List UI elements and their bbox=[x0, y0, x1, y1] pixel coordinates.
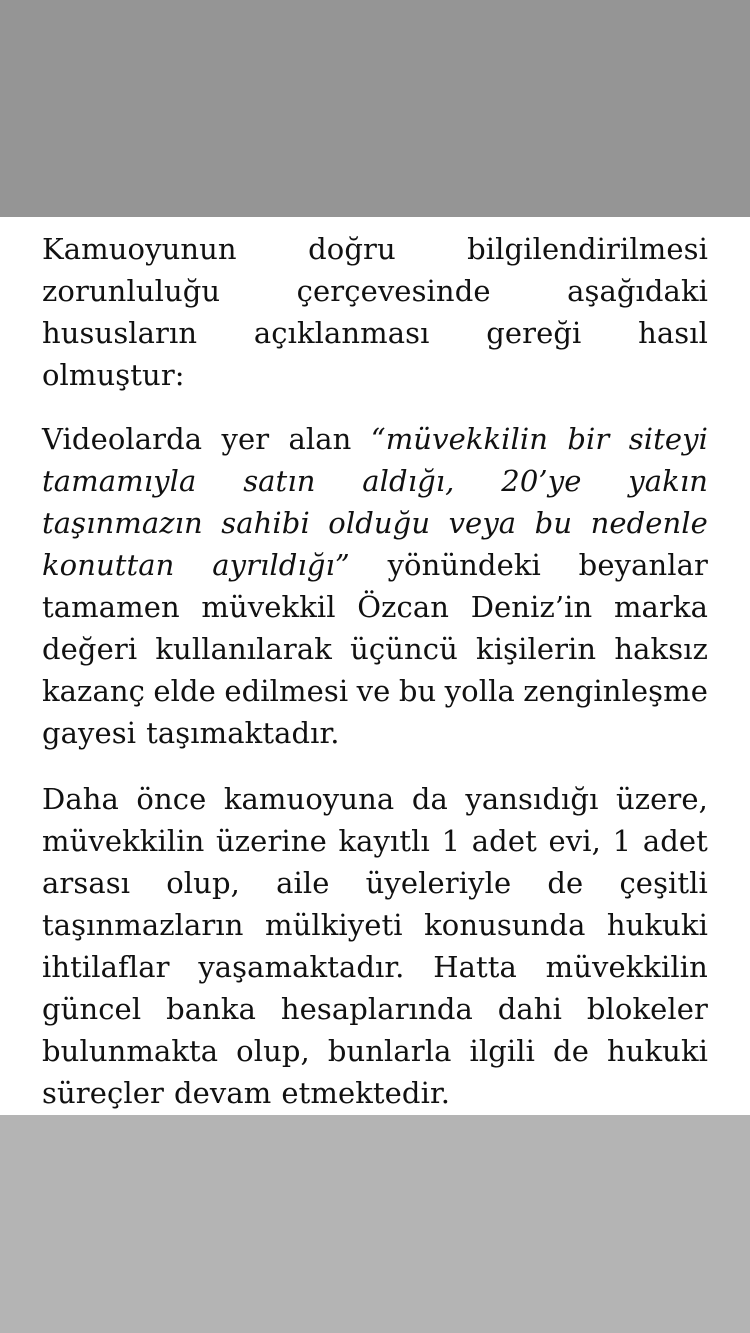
word: Kamuoyunun bbox=[42, 232, 237, 266]
word: Deniz’in bbox=[470, 590, 593, 624]
word: yaşamaktadır. bbox=[198, 950, 405, 984]
text-line bbox=[42, 712, 708, 754]
quoted-word: veya bbox=[448, 506, 517, 540]
word: Videolarda bbox=[42, 422, 203, 456]
word: güncel bbox=[42, 992, 142, 1026]
word: haksız bbox=[614, 632, 708, 666]
quoted-word: “müvekkilin bbox=[370, 422, 549, 456]
text-line-inner bbox=[42, 502, 708, 544]
text-line-inner bbox=[42, 1030, 708, 1072]
quoted-word: aldığı, bbox=[362, 464, 455, 498]
text-line-inner bbox=[42, 988, 708, 1030]
word: yönündeki bbox=[387, 548, 541, 582]
text-line bbox=[42, 418, 708, 460]
word: doğru bbox=[308, 232, 396, 266]
text-line bbox=[42, 820, 708, 862]
text-line-inner bbox=[42, 712, 708, 754]
word: süreçler bbox=[42, 1076, 164, 1110]
word: etmektedir. bbox=[281, 1076, 451, 1110]
word: üçüncü bbox=[350, 632, 458, 666]
word: yolla bbox=[444, 674, 515, 708]
text-line-inner bbox=[42, 946, 708, 988]
word: edilmesi bbox=[224, 674, 349, 708]
word: yer bbox=[221, 422, 270, 456]
paragraph-intro bbox=[42, 228, 708, 396]
word: bilgilendirilmesi bbox=[467, 232, 708, 266]
word: kazanç bbox=[42, 674, 145, 708]
text-line-inner bbox=[42, 586, 708, 628]
word: devam bbox=[173, 1076, 272, 1110]
text-line bbox=[42, 354, 708, 396]
text-line bbox=[42, 460, 708, 502]
word: alan bbox=[288, 422, 352, 456]
word: 1 bbox=[441, 824, 461, 858]
word: Daha bbox=[42, 782, 119, 816]
word: açıklanması bbox=[253, 316, 430, 350]
paragraph-property-status bbox=[42, 778, 708, 1114]
word: bunlarla bbox=[327, 1034, 452, 1068]
quoted-word: ayrıldığı” bbox=[212, 548, 350, 582]
word: zorunluluğu bbox=[42, 274, 221, 308]
text-line-inner bbox=[42, 628, 708, 670]
quoted-word: yakın bbox=[628, 464, 708, 498]
word: dahi bbox=[497, 992, 562, 1026]
word: de bbox=[553, 1034, 589, 1068]
text-line-inner bbox=[42, 312, 708, 354]
word: beyanlar bbox=[578, 548, 708, 582]
text-line bbox=[42, 586, 708, 628]
word: marka bbox=[613, 590, 708, 624]
word: gereği bbox=[486, 316, 582, 350]
text-line bbox=[42, 670, 708, 712]
word: adet bbox=[642, 824, 708, 858]
text-line-inner bbox=[42, 228, 708, 270]
text-line-inner bbox=[42, 1072, 708, 1114]
word: ve bbox=[356, 674, 391, 708]
text-line-inner bbox=[42, 544, 708, 586]
word: da bbox=[411, 782, 448, 816]
word: müvekkilin bbox=[42, 824, 205, 858]
text-line-inner bbox=[42, 418, 708, 460]
word: 1 bbox=[612, 824, 632, 858]
word: evi, bbox=[548, 824, 601, 858]
word: bulunmakta bbox=[42, 1034, 219, 1068]
text-line bbox=[42, 544, 708, 586]
text-line bbox=[42, 628, 708, 670]
text-line bbox=[42, 946, 708, 988]
word: konusunda bbox=[424, 908, 586, 942]
word: üzere, bbox=[615, 782, 708, 816]
text-line-inner bbox=[42, 354, 708, 396]
word: değeri bbox=[42, 632, 138, 666]
word: bu bbox=[398, 674, 437, 708]
word: de bbox=[547, 866, 584, 900]
word: zenginleşme bbox=[523, 674, 708, 708]
quoted-word: sahibi bbox=[221, 506, 310, 540]
word: kayıtlı bbox=[338, 824, 430, 858]
word: müvekkilin bbox=[545, 950, 708, 984]
quoted-word: taşınmazın bbox=[42, 506, 203, 540]
text-line bbox=[42, 270, 708, 312]
word: hasıl bbox=[638, 316, 708, 350]
quoted-word: nedenle bbox=[590, 506, 708, 540]
word: hukuki bbox=[606, 908, 708, 942]
word: mülkiyeti bbox=[264, 908, 403, 942]
word: aile bbox=[276, 866, 330, 900]
word: üzerine bbox=[216, 824, 327, 858]
text-line-inner bbox=[42, 904, 708, 946]
word: tamamen bbox=[42, 590, 180, 624]
word: aşağıdaki bbox=[567, 274, 708, 308]
text-line bbox=[42, 502, 708, 544]
quoted-word: satın bbox=[243, 464, 316, 498]
word: hesaplarında bbox=[280, 992, 473, 1026]
word: banka bbox=[166, 992, 256, 1026]
quoted-word: 20’ye bbox=[501, 464, 582, 498]
text-line-inner bbox=[42, 862, 708, 904]
word: adet bbox=[471, 824, 537, 858]
quoted-word: tamamıyla bbox=[42, 464, 197, 498]
quoted-word: siteyi bbox=[628, 422, 708, 456]
word: Hatta bbox=[433, 950, 517, 984]
bottom-gray-band bbox=[0, 1115, 750, 1333]
text-line bbox=[42, 988, 708, 1030]
word: hukuki bbox=[606, 1034, 708, 1068]
word: blokeler bbox=[586, 992, 708, 1026]
word: kamuoyuna bbox=[223, 782, 395, 816]
word: gayesi bbox=[42, 716, 137, 750]
text-line bbox=[42, 904, 708, 946]
text-line-inner bbox=[42, 270, 708, 312]
word: yansıdığı bbox=[465, 782, 599, 816]
word: elde bbox=[153, 674, 216, 708]
top-gray-band bbox=[0, 0, 750, 217]
text-line-inner bbox=[42, 670, 708, 712]
word: ilgili bbox=[469, 1034, 536, 1068]
word: üyeleriyle bbox=[365, 866, 512, 900]
word: hususların bbox=[42, 316, 198, 350]
text-line-inner bbox=[42, 778, 708, 820]
quoted-word: bir bbox=[567, 422, 610, 456]
word: olup, bbox=[166, 866, 240, 900]
word: müvekkil bbox=[201, 590, 336, 624]
paragraph-video-claims bbox=[42, 418, 708, 754]
text-line bbox=[42, 862, 708, 904]
word: önce bbox=[136, 782, 207, 816]
text-line-inner bbox=[42, 820, 708, 862]
word: arsası bbox=[42, 866, 131, 900]
text-line bbox=[42, 312, 708, 354]
word: olup, bbox=[236, 1034, 310, 1068]
text-line-inner bbox=[42, 460, 708, 502]
word: kullanılarak bbox=[155, 632, 332, 666]
word: ihtilaflar bbox=[42, 950, 170, 984]
quoted-word: bu bbox=[534, 506, 573, 540]
word: taşınmazların bbox=[42, 908, 244, 942]
word: çeşitli bbox=[619, 866, 708, 900]
text-line bbox=[42, 778, 708, 820]
quoted-word: olduğu bbox=[328, 506, 431, 540]
text-line bbox=[42, 1072, 708, 1114]
quoted-word: konuttan bbox=[42, 548, 175, 582]
text-line bbox=[42, 228, 708, 270]
word: taşımaktadır. bbox=[146, 716, 340, 750]
word: çerçevesinde bbox=[296, 274, 491, 308]
text-line bbox=[42, 1030, 708, 1072]
word: kişilerin bbox=[476, 632, 597, 666]
word: olmuştur: bbox=[42, 358, 185, 392]
word: Özcan bbox=[357, 590, 450, 624]
